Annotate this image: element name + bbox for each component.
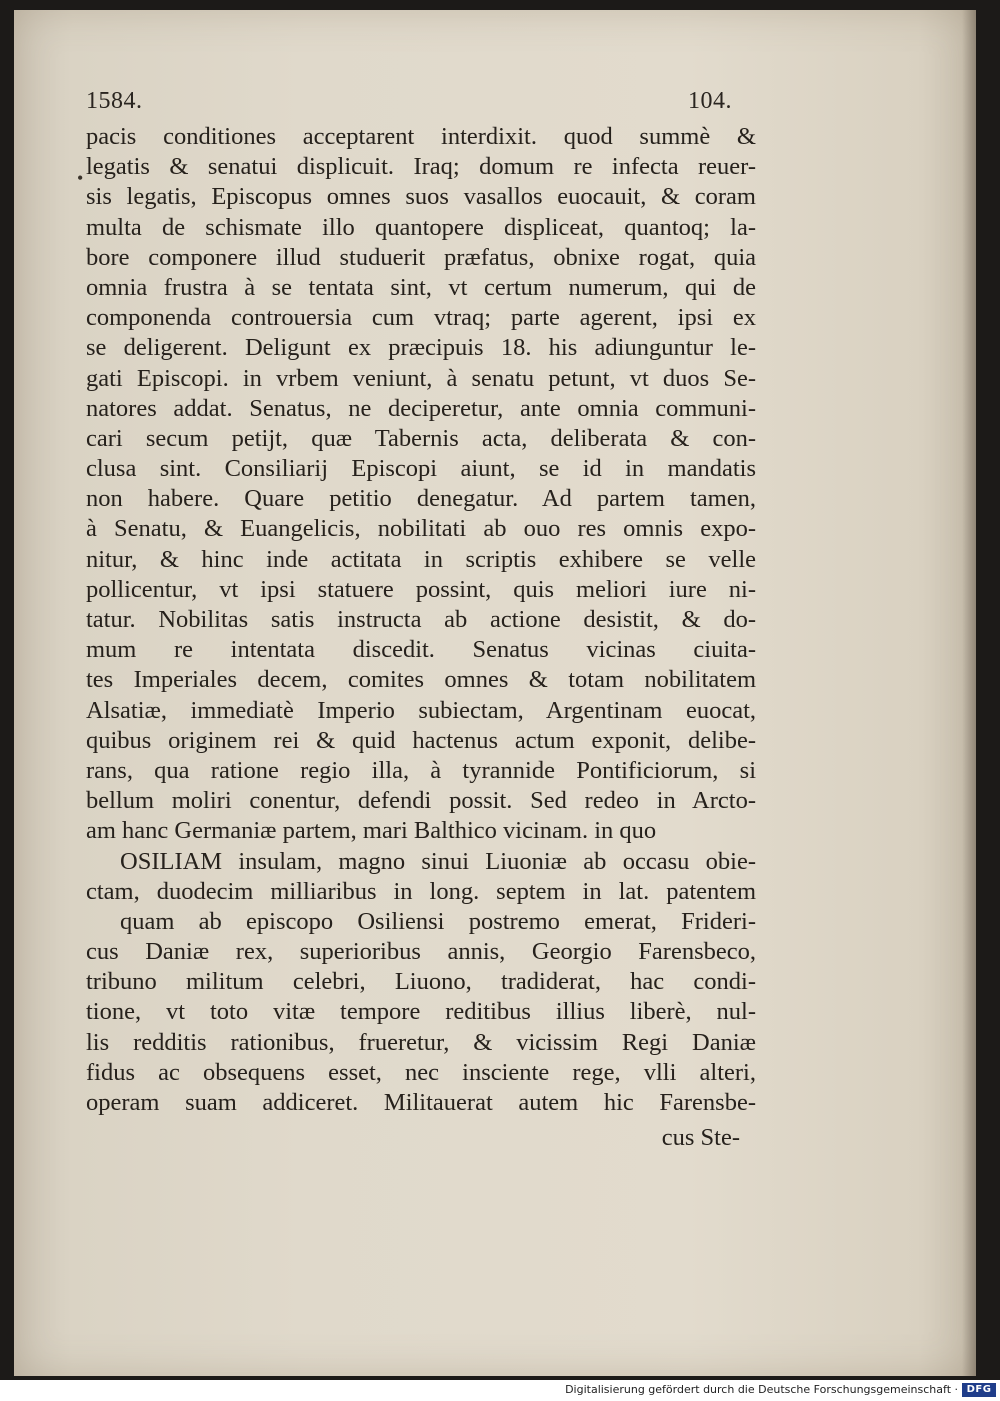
text-line: legatis & senatui displicuit. Iraq; domum re infecta reuer- [86, 153, 756, 181]
text-line: fidus ac obsequens esset, nec insciente rege, vlli alteri, [86, 1058, 756, 1086]
text-line: rans, qua ratione regio illa, à tyrannide Pontificiorum, si [86, 756, 756, 784]
footer-bar [0, 1380, 1000, 1401]
margin-mark: • [77, 168, 84, 188]
text-line: non habere. Quare petitio denegatur. Ad partem tamen, [86, 485, 756, 513]
text-line: natores addat. Senatus, ne deciperetur, ante omnia communi- [86, 394, 756, 422]
text-line: multa de schismate illo quantopere displiceat, quantoq; la- [86, 213, 756, 241]
text-line: tribuno militum celebri, Liuono, tradiderat, hac condi- [86, 968, 756, 996]
text-line: lis redditis rationibus, frueretur, & vicissim Regi Daniæ [86, 1028, 756, 1056]
text-line: pollicentur, vt ipsi statuere possint, quis meliori iure ni- [86, 575, 756, 603]
text-line: bore componere illud studuerit præfatus, obnixe rogat, quia [86, 243, 756, 271]
body-text [86, 122, 756, 1118]
text-line: cus Daniæ rex, superioribus annis, Georgio Farensbeco, [86, 938, 756, 966]
catchword: cus Ste- [661, 1124, 740, 1151]
dfg-logo: DFG [962, 1383, 996, 1397]
text-line: clusa sint. Consiliarij Episcopi aiunt, se id in mandatis [86, 455, 756, 483]
text-line: quam ab episcopo Osiliensi postremo emerat, Frideri- [120, 907, 756, 935]
text-line: tatur. Nobilitas satis instructa ab actione desistit, & do- [86, 606, 756, 633]
text-line: tes Imperiales decem, comites omnes & totam nobilitatem [86, 666, 756, 694]
text-line: pacis conditiones acceptarent interdixit. quod summè & [86, 123, 756, 150]
text-line: quibus originem rei & quid hactenus actum exponit, delibe- [86, 726, 756, 754]
page-number: 104. [688, 88, 732, 114]
text-line: cari secum petijt, quæ Tabernis acta, deliberata & con- [86, 424, 756, 452]
text-line: ctam, duodecim milliaribus in long. septem in lat. patentem [86, 877, 756, 905]
text-line: am hanc Germaniæ partem, mari Balthico vicinam. in quo [86, 817, 657, 845]
text-line: sis legatis, Episcopus omnes suos vasallos euocauit, & coram [86, 183, 756, 211]
text-line: Alsatiæ, immediatè Imperio subiectam, Argentinam euocat, [86, 696, 756, 724]
text-line: nitur, & hinc inde actitata in scriptis exhibere se velle [86, 545, 756, 573]
text-line: omnia frustra à se tentata sint, vt certum numerum, qui de [86, 273, 756, 301]
text-line: se deligerent. Deligunt ex præcipuis 18. his adiunguntur le- [86, 334, 756, 362]
page-edge-shadow [962, 10, 976, 1376]
text-line: bellum moliri conentur, defendi possit. Sed redeo in Arcto- [86, 787, 756, 815]
text-line: tione, vt toto vitæ tempore reditibus illius liberè, nul- [86, 998, 756, 1026]
funding-notice: Digitalisierung gefördert durch die Deutsche Forschungsgemeinschaft · [565, 1383, 958, 1396]
text-line: operam suam addiceret. Militauerat autem hic Farensbe- [86, 1089, 756, 1116]
text-line: gati Episcopi. in vrbem veniunt, à senatu petunt, vt duos Se- [86, 364, 756, 392]
text-line: mum re intentata discedit. Senatus vicinas ciuita- [86, 636, 756, 664]
text-line: componenda controuersia cum vtraq; parte agerent, ipsi ex [86, 304, 756, 332]
text-line: à Senatu, & Euangelicis, nobilitati ab ouo res omnis expo- [86, 515, 756, 543]
running-head-year: 1584. [86, 88, 143, 114]
text-line: OSILIAM insulam, magno sinui Liuoniæ ab occasu obie- [120, 847, 756, 875]
